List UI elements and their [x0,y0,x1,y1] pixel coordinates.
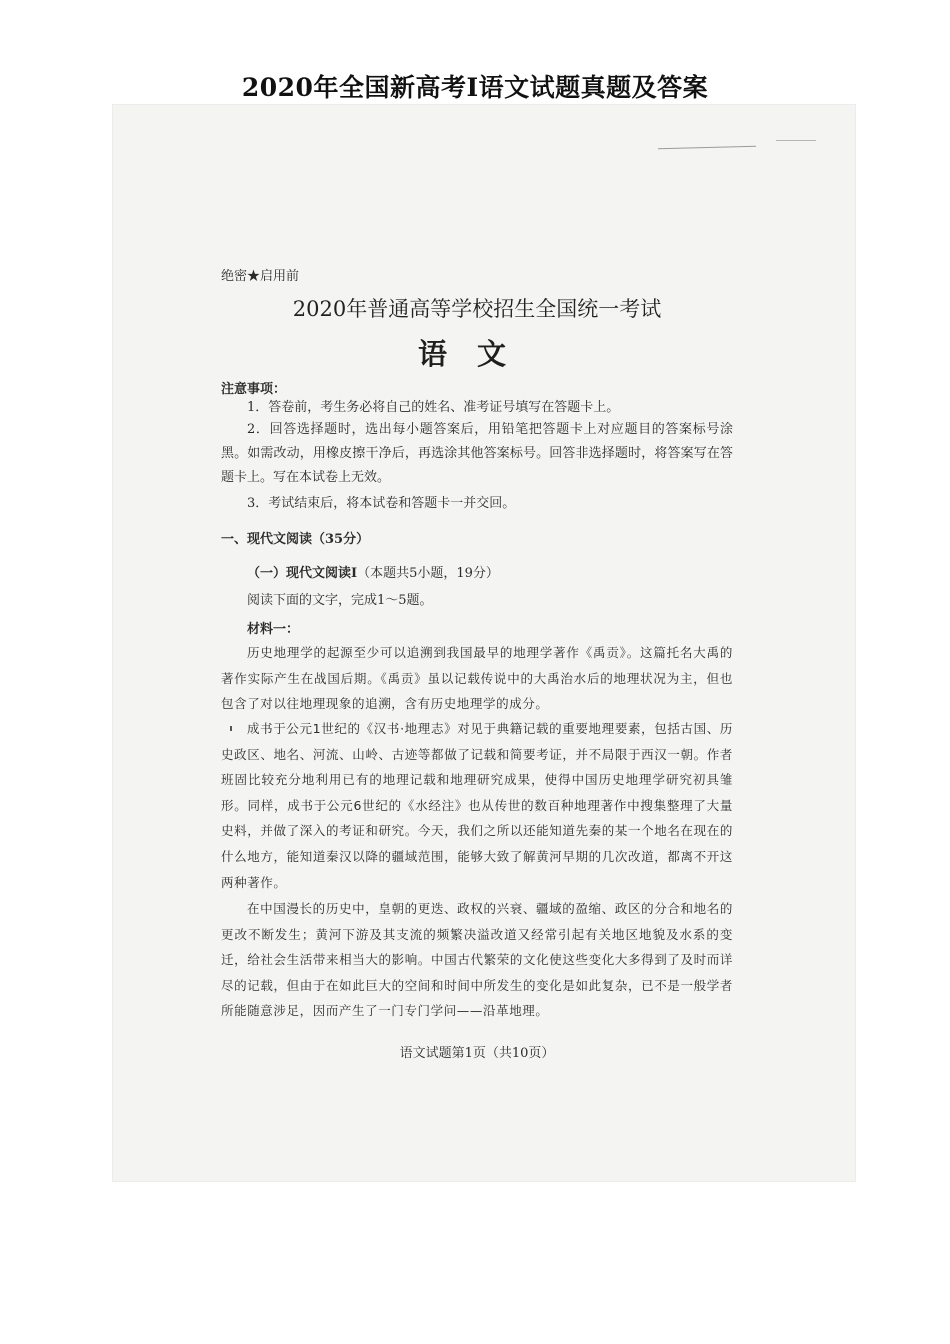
subject-title: 语文 [417,337,536,371]
scan-speck [230,726,232,731]
notice-heading: 注意事项： [221,382,287,397]
passage-paragraph: 历史地理学的起源至少可以追溯到我国最早的地理学著作《禹贡》。这篇托名大禹的著作实际产生在战国后期。《禹贡》虽以记载传说中的大禹治水后的地理状况为主，但也包含了对以往地理现象的追溯，含有历史地理学的成分。 [221,645,733,712]
reading-instruction: 阅读下面的文字，完成1～5题。 [247,593,433,608]
passage-paragraph: 在中国漫长的历史中，皇朝的更迭、政权的兴衰、疆域的盈缩、政区的分合和地名的更改不断发生；黄河下游及其支流的频繁决溢改道又经常引起有关地区地貌及水系的变迁，给社会生活带来相当大的影响。中国古代繁荣的文化使这些变化大多得到了及时而详尽的记载，但由于在如此巨大的空间和时间中所发生的变化是如此复杂，已不是一般学者所能随意涉足，因而产生了一门专门学问——沿革地理。 [221,901,733,1019]
sub-heading-label: （一）现代文阅读Ⅰ [247,566,358,581]
notice-item: 1．答卷前，考生务必将自己的姓名、准考证号填写在答题卡上。 [247,400,620,415]
page-footer: 语文试题第1页（共10页） [399,1046,555,1061]
passage-paragraph: 成书于公元1世纪的《汉书·地理志》对见于典籍记载的重要地理要素，包括古国、历史政区、地名、河流、山岭、古迹等都做了记载和简要考证，并不局限于西汉一朝。作者班固比较充分地利用已有的地理记载和地理研究成果，使得中国历史地理学研究初具雏形。同样，成书于公元6世纪的《水经注》也从传世的数百种地理著作中搜集整理了大量史料，并做了深入的考证和研究。今天，我们之所以还能知道先秦的某一个地名在现在的什么地方，能知道秦汉以降的疆域范围，能够大致了解黄河早期的几次改道，都离不开这两种著作。 [221,721,733,890]
sub-heading-note: （本题共5小题，19分） [357,566,499,581]
notice-item: 3．考试结束后，将本试卷和答题卡一并交回。 [247,496,516,511]
sub-heading [221,562,733,581]
confidential-label: 绝密★启用前 [221,269,300,284]
notice-item: 2．回答选择题时，选出每小题答案后，用铅笔把答题卡上对应题目的答案标号涂黑。如需改动，用橡皮擦干净后，再选涂其他答案标号。回答非选择题时，将答案写在答题卡上。写在本试卷上无效。 [221,422,733,485]
section-heading: 一、现代文阅读（35分） [221,532,370,547]
material-label: 材料一： [247,622,300,637]
exam-title: 2020年普通高等学校招生全国统一考试 [292,297,662,321]
document-title: 2020年全国新高考Ⅰ语文试题真题及答案 [241,73,709,102]
scan-artifact-line [776,140,816,141]
